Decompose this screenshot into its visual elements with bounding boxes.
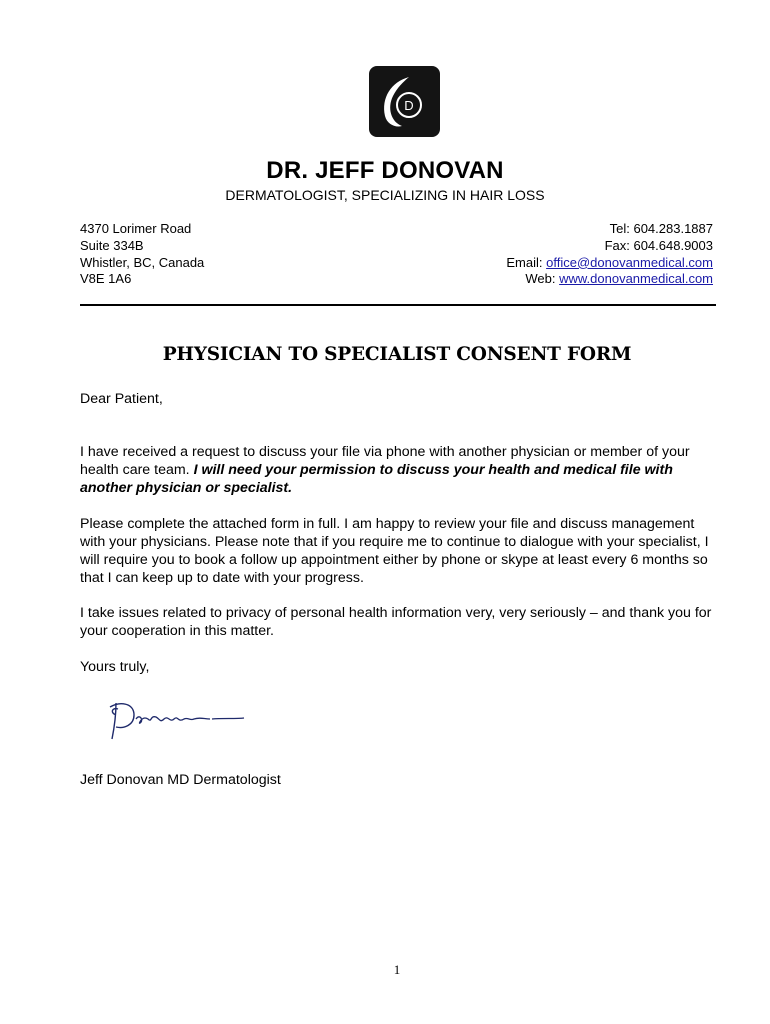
web-link[interactable]: www.donovanmedical.com bbox=[559, 271, 713, 287]
donovan-d-logo-icon bbox=[369, 66, 440, 137]
paragraph-request bbox=[80, 443, 720, 497]
form-title: PHYSICIAN TO SPECIALIST CONSENT FORM bbox=[162, 344, 632, 365]
paragraph-request-text: I have received a request to discuss your file via phone with another physician or member of your health care team. bbox=[80, 444, 690, 478]
fax: Fax: 604.648.9003 bbox=[604, 237, 713, 253]
address-line: Suite 334B bbox=[80, 237, 144, 253]
email-row bbox=[506, 255, 713, 272]
email-label: Email: bbox=[506, 254, 547, 270]
header-divider bbox=[80, 304, 716, 306]
address-block bbox=[80, 221, 204, 288]
paragraph-request-emphasis: I will need your permission to discuss your health and medical file with another physician or specialist. bbox=[80, 462, 673, 496]
handwritten-signature bbox=[104, 697, 254, 747]
address-line: V8E 1A6 bbox=[80, 271, 132, 287]
tel: Tel: 604.283.1887 bbox=[609, 221, 713, 236]
paragraph-privacy: I take issues related to privacy of personal health information very, very seriously – and thank you for your cooperation in this matter. bbox=[80, 605, 712, 639]
salutation: Dear Patient, bbox=[80, 391, 163, 407]
web-row bbox=[506, 271, 713, 288]
contact-block bbox=[506, 221, 713, 288]
paragraph-instructions: Please complete the attached form in full. I am happy to review your file and discuss management with your physicians. Please note that if you require me to continue to dialogue with your specialist, I will require you to book a follow up appointment either by phone or skype at least every 6 months so that I can keep up to date with your progress. bbox=[80, 516, 709, 586]
web-label: Web: bbox=[525, 271, 560, 287]
doctor-name: DR. JEFF DONOVAN bbox=[266, 157, 504, 184]
email-link[interactable]: office@donovanmedical.com bbox=[546, 254, 713, 270]
closing: Yours truly, bbox=[80, 659, 150, 675]
address-line: 4370 Lorimer Road bbox=[80, 221, 192, 236]
address-line: Whistler, BC, Canada bbox=[80, 254, 205, 270]
specialty: DERMATOLOGIST, SPECIALIZING IN HAIR LOSS bbox=[225, 187, 545, 203]
page-number: 1 bbox=[393, 962, 401, 977]
svg-text:D: D bbox=[404, 98, 414, 113]
signatory: Jeff Donovan MD Dermatologist bbox=[80, 772, 281, 788]
